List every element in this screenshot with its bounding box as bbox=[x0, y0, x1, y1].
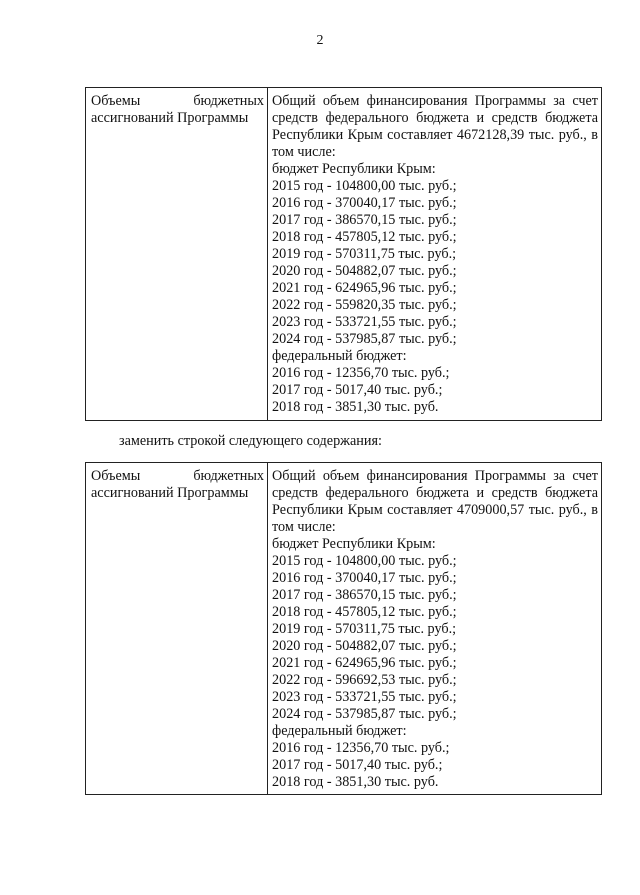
budget-line: 2022 год - 596692,53 тыс. руб.; bbox=[272, 672, 457, 688]
budget-line: 2020 год - 504882,07 тыс. руб.; bbox=[272, 638, 457, 654]
budget-line: 2019 год - 570311,75 тыс. руб.; bbox=[272, 246, 457, 262]
budget-line: 2019 год - 570311,75 тыс. руб.; bbox=[272, 621, 457, 637]
budget-line: 2017 год - 5017,40 тыс. руб.; bbox=[272, 757, 443, 773]
page-number: 2 bbox=[316, 33, 324, 48]
budget-line: 2016 год - 12356,70 тыс. руб.; bbox=[272, 740, 450, 756]
budget-line: 2024 год - 537985,87 тыс. руб.; bbox=[272, 331, 457, 347]
replacement-instruction: заменить строкой следующего содержания: bbox=[119, 433, 382, 449]
budget-line: 2022 год - 559820,35 тыс. руб.; bbox=[272, 297, 457, 313]
label-word-budget: бюджетных bbox=[193, 468, 264, 484]
label-line-1 bbox=[91, 93, 264, 110]
budget-line: 2016 год - 12356,70 тыс. руб.; bbox=[272, 365, 450, 381]
budget-line: 2021 год - 624965,96 тыс. руб.; bbox=[272, 655, 457, 671]
budget-line: федеральный бюджет: bbox=[272, 348, 407, 364]
label-word-volumes: Объемы bbox=[91, 93, 141, 109]
budget-line: 2018 год - 457805,12 тыс. руб.; bbox=[272, 604, 457, 620]
budget-line: 2020 год - 504882,07 тыс. руб.; bbox=[272, 263, 457, 279]
budget-line: 2018 год - 3851,30 тыс. руб. bbox=[272, 399, 439, 415]
financing-intro: Общий объем финансирования Программы за счет средств федерального бюджета и средств бюджета Республики Крым составляет 4709000,57 тыс. руб., в том числе: bbox=[272, 468, 598, 535]
value-cell bbox=[268, 463, 601, 794]
budget-line: 2023 год - 533721,55 тыс. руб.; bbox=[272, 314, 457, 330]
value-cell bbox=[268, 88, 601, 420]
budget-line: 2023 год - 533721,55 тыс. руб.; bbox=[272, 689, 457, 705]
budget-line: 2018 год - 3851,30 тыс. руб. bbox=[272, 774, 439, 790]
budget-line: федеральный бюджет: bbox=[272, 723, 407, 739]
label-line-2: ассигнований Программы bbox=[91, 110, 249, 126]
label-word-volumes: Объемы bbox=[91, 468, 141, 484]
budget-line: 2015 год - 104800,00 тыс. руб.; bbox=[272, 178, 457, 194]
label-cell bbox=[86, 463, 268, 794]
financing-intro: Общий объем финансирования Программы за счет средств федерального бюджета и средств бюджета Республики Крым составляет 4672128,39 тыс. руб., в том числе: bbox=[272, 93, 598, 160]
budget-line: 2024 год - 537985,87 тыс. руб.; bbox=[272, 706, 457, 722]
budget-table-current bbox=[85, 87, 602, 421]
budget-line: 2017 год - 386570,15 тыс. руб.; bbox=[272, 587, 457, 603]
label-word-budget: бюджетных bbox=[193, 93, 264, 109]
budget-line: 2016 год - 370040,17 тыс. руб.; bbox=[272, 570, 457, 586]
budget-line: 2016 год - 370040,17 тыс. руб.; bbox=[272, 195, 457, 211]
budget-line: 2017 год - 5017,40 тыс. руб.; bbox=[272, 382, 443, 398]
label-cell bbox=[86, 88, 268, 420]
budget-line: 2015 год - 104800,00 тыс. руб.; bbox=[272, 553, 457, 569]
budget-line: бюджет Республики Крым: bbox=[272, 161, 436, 177]
budget-line: 2018 год - 457805,12 тыс. руб.; bbox=[272, 229, 457, 245]
budget-line: 2021 год - 624965,96 тыс. руб.; bbox=[272, 280, 457, 296]
budget-table-new bbox=[85, 462, 602, 795]
budget-line: 2017 год - 386570,15 тыс. руб.; bbox=[272, 212, 457, 228]
label-line-2: ассигнований Программы bbox=[91, 485, 249, 501]
budget-line: бюджет Республики Крым: bbox=[272, 536, 436, 552]
label-line-1 bbox=[91, 468, 264, 485]
